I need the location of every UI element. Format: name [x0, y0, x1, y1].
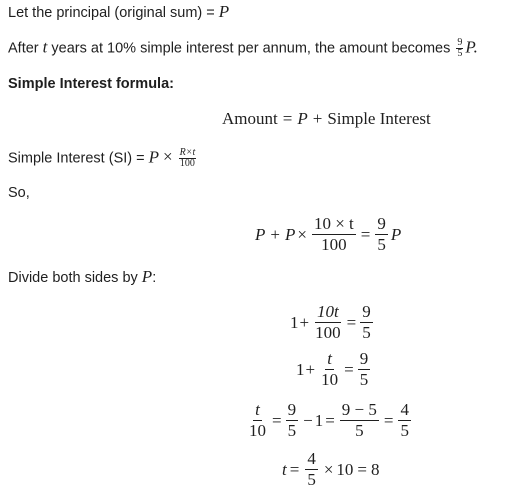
amount-statement [8, 38, 478, 59]
amount-equation [222, 109, 431, 129]
divide-instruction [8, 268, 156, 287]
eq3-numerator: t [327, 349, 332, 368]
eq5-equals: = [289, 459, 300, 479]
principal-variable: P [218, 2, 230, 21]
eq5-denominator: 5 [307, 470, 316, 489]
eq2-one: 1 [290, 312, 299, 332]
eq3-fraction [319, 349, 340, 390]
eq3-rhs-fraction [358, 349, 371, 390]
eq1-principal-3: P [390, 224, 402, 244]
eq5-ten: 10 [336, 459, 354, 479]
eq1-equals: = [360, 224, 371, 244]
eq4-a-numerator: 9 [287, 400, 297, 419]
so-text: So, [8, 185, 30, 201]
equation-2 [290, 302, 376, 343]
eq4-one: 1 [314, 410, 324, 430]
eq2-plus: + [299, 312, 310, 332]
eq5-numerator: 4 [307, 449, 316, 468]
plus-sign: + [312, 109, 323, 128]
equation-5 [282, 449, 380, 490]
eq4-equals-2: = [325, 410, 335, 430]
eq1-denominator: 100 [321, 235, 347, 254]
si-formula [8, 148, 198, 169]
eq4-minus: − [303, 410, 313, 430]
eq1-principal-2: P [284, 224, 296, 244]
equals-sign: = [282, 109, 293, 128]
divide-post: : [152, 270, 157, 286]
eq5-t: t [282, 459, 287, 479]
eq2-fraction [313, 302, 343, 343]
eq2-rhs-denominator: 5 [362, 323, 371, 342]
eq3-equals: = [344, 359, 354, 379]
eq4-c-numerator: 4 [400, 400, 409, 419]
eq4-a-denominator: 5 [287, 421, 297, 440]
eq3-denominator: 10 [321, 370, 339, 389]
amount-statement-pre: After [8, 40, 43, 57]
eq3-rhs-numerator: 9 [359, 349, 369, 368]
eq3-rhs-denominator: 5 [359, 370, 369, 389]
eq2-equals: = [346, 312, 357, 332]
amount-statement-post: years at 10% simple interest per annum, the amount becomes [47, 40, 455, 57]
divide-pre: Divide both sides by [8, 270, 142, 286]
fraction-denominator: 5 [457, 48, 463, 59]
time-variable: t [42, 37, 48, 57]
eq4-b-numerator: 9 − 5 [341, 400, 377, 419]
eq2-rhs-numerator: 9 [362, 302, 371, 321]
eq5-result: 8 [371, 459, 380, 479]
principal-text: Let the principal (original sum) = [8, 5, 219, 21]
equation-3 [296, 349, 373, 390]
eq4-b-denominator: 5 [355, 421, 364, 440]
eq3-one: 1 [296, 359, 305, 379]
amount-statement-tail: P. [465, 37, 478, 57]
eq4-lhs-denominator: 10 [249, 421, 266, 440]
simple-interest-word: Simple Interest [327, 109, 431, 128]
amount-word: Amount [222, 109, 278, 128]
eq3-plus: + [305, 359, 316, 379]
nine-fifths-fraction [456, 38, 463, 59]
eq1-numerator: 10 × t [313, 214, 354, 233]
equation-1 [255, 214, 401, 255]
eq1-rhs-denominator: 5 [377, 235, 386, 254]
eq1-principal-1: P [255, 224, 266, 244]
eq2-rhs-fraction [360, 302, 373, 343]
eq4-c-denominator: 5 [400, 421, 409, 440]
si-times: × [163, 147, 173, 167]
eq1-plus: + [270, 224, 280, 244]
principal-symbol: P [297, 109, 308, 128]
eq1-fraction [312, 214, 356, 255]
section-heading: Simple Interest formula: [8, 76, 174, 92]
eq1-rhs-fraction [375, 214, 388, 255]
eq2-denominator: 100 [315, 323, 341, 342]
eq4-c-fraction [398, 400, 411, 441]
eq5-fraction [305, 449, 318, 490]
eq4-equals-3: = [383, 410, 394, 430]
rate-time-fraction [179, 148, 197, 169]
principal-definition [8, 3, 229, 22]
eq1-times: × [297, 224, 307, 244]
eq5-times: × [323, 459, 334, 479]
equation-4 [244, 400, 414, 441]
divide-variable: P [141, 267, 153, 286]
eq4-lhs-fraction [247, 400, 268, 441]
eq4-a-fraction [286, 400, 299, 441]
eq4-equals-1: = [272, 410, 282, 430]
rate-time-numerator: R×t [179, 147, 196, 158]
fraction-numerator: 9 [457, 37, 463, 48]
eq1-rhs-numerator: 9 [377, 214, 386, 233]
si-formula-pre: Simple Interest (SI) = [8, 150, 149, 167]
eq2-numerator: 10t [316, 302, 339, 321]
rate-time-denominator: 100 [179, 158, 195, 169]
si-principal: P [148, 147, 160, 167]
eq4-b-fraction [340, 400, 379, 441]
eq4-lhs-numerator: t [255, 400, 260, 419]
eq5-equals-2: = [357, 459, 368, 479]
